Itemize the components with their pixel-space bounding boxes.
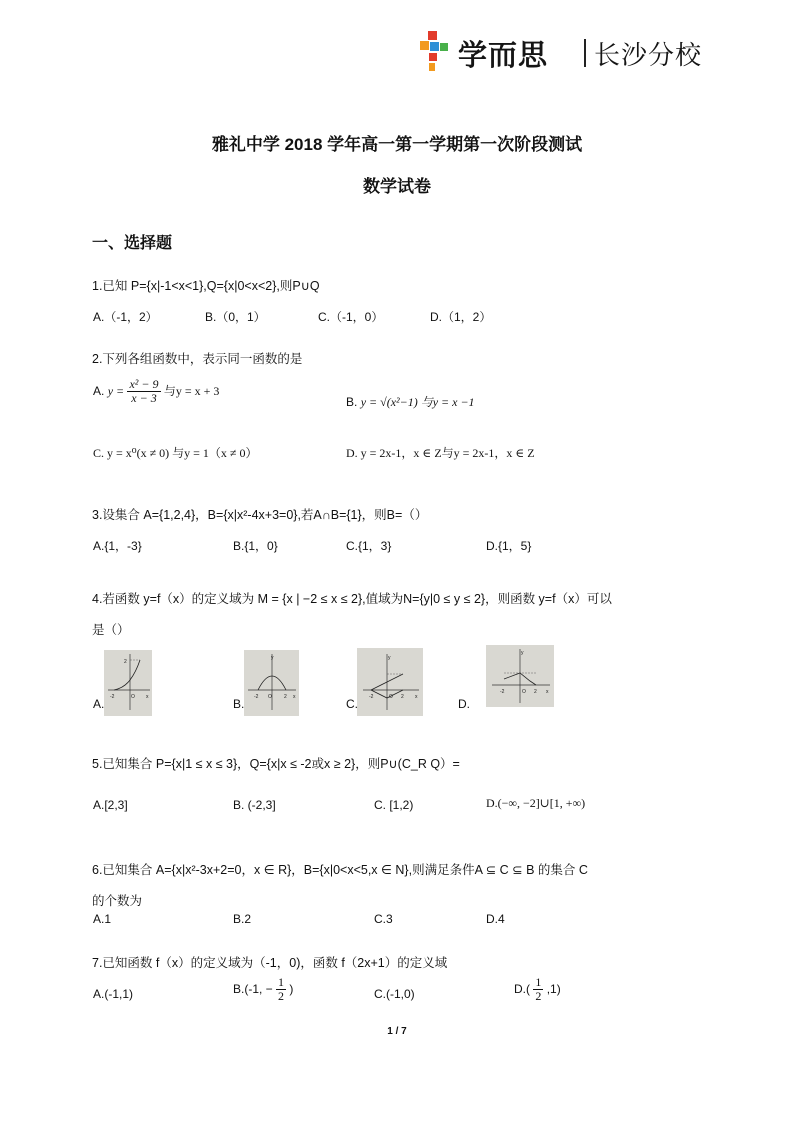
q7-option-b-numerator: 1 [278, 975, 285, 989]
q1-option-b: B.（0，1） [205, 310, 266, 324]
q7-option-b-suffix: ) [289, 981, 294, 996]
q5-option-c: C. [1,2) [374, 798, 414, 812]
question-6-stem: 6.已知集合 A={x|x²-3x+2=0，x ∈ R}，B={x|0<x<5,x ∈ N},则满足条件A ⊆ C ⊆ B 的集合 C [92, 863, 588, 877]
brand-logo [418, 31, 708, 77]
question-3-stem: 3.设集合 A={1,2,4}，B={x|x²-4x+3=0},若A∩B={1}，则B=（） [92, 508, 428, 522]
q7-option-d-prefix: D.( [514, 981, 530, 996]
question-1-stem: 1.已知 P={x|-1<x<1},Q={x|0<x<2},则P∪Q [92, 279, 320, 293]
q3-option-a: A.{1，-3} [93, 539, 142, 553]
q4-graph-c [357, 648, 423, 716]
svg-text:2: 2 [534, 689, 537, 695]
svg-text:-2: -2 [254, 694, 259, 700]
q3-option-b: B.{1，0} [233, 539, 278, 553]
q3-option-c: C.{1，3} [346, 539, 392, 553]
q6-option-a: A.1 [93, 912, 112, 926]
q4-option-b: B. [233, 697, 245, 711]
q2-option-a-label: A. [93, 383, 105, 398]
q3-option-d: D.{1，5} [486, 539, 532, 553]
q2-option-b [346, 393, 475, 410]
q7-option-d-denominator: 2 [535, 989, 542, 1004]
campus-name: 长沙分校 [594, 40, 703, 70]
svg-text:O: O [522, 689, 526, 695]
svg-text:-2: -2 [500, 689, 505, 695]
q1-option-d: D.（1，2） [430, 310, 492, 324]
svg-text:y: y [271, 655, 274, 661]
svg-text:-2: -2 [369, 694, 374, 700]
q7-option-b [233, 976, 293, 1003]
q6-option-b: B.2 [233, 912, 252, 926]
logo-divider [584, 39, 586, 67]
q7-option-d-fraction [533, 976, 543, 1003]
svg-text:y: y [388, 655, 391, 661]
brand-name: 学而思 [458, 40, 549, 72]
q4-graph-b [244, 650, 299, 716]
q6-option-c: C.3 [374, 912, 393, 926]
exam-title: 雅礼中学 2018 学年高一第一学期第一次阶段测试 [211, 135, 583, 154]
q2-option-a-tail: 与y = x + 3 [163, 383, 220, 398]
q7-option-b-fraction [276, 976, 286, 1003]
svg-text:x: x [415, 694, 418, 700]
svg-text:-2: -2 [110, 694, 115, 700]
question-5-stem: 5.已知集合 P={x|1 ≤ x ≤ 3}，Q={x|x ≤ -2或x ≥ 2}，则P∪(C_R Q）= [92, 757, 460, 771]
q7-option-b-prefix: B.(-1, − [233, 981, 273, 996]
q2-option-d: D. y = 2x-1，x ∈ Z与y = 2x-1，x ∈ Z [346, 446, 535, 460]
q6-option-d: D.4 [486, 912, 505, 926]
q5-option-d: D.(−∞, −2]∪[1, +∞) [486, 796, 586, 810]
page-number: 1 / 7 [387, 1026, 407, 1037]
svg-text:2: 2 [124, 659, 127, 665]
q7-option-b-denominator: 2 [278, 989, 285, 1004]
q2-option-b-label: B. [346, 395, 358, 409]
q2-option-a-y: y = [107, 383, 125, 398]
logo-mark-icon [418, 31, 454, 75]
svg-text:x: x [146, 694, 149, 700]
q2-option-a-fraction [127, 378, 160, 405]
exam-subtitle: 数学试卷 [363, 177, 431, 196]
q7-option-d-numerator: 1 [535, 975, 542, 989]
q2-option-c: C. y = x⁰(x ≠ 0) 与y = 1（x ≠ 0） [93, 446, 258, 460]
q2-option-a [93, 378, 219, 405]
svg-text:O: O [131, 694, 135, 700]
svg-text:y: y [521, 650, 524, 656]
question-4-stem: 4.若函数 y=f（x）的定义域为 M = {x | −2 ≤ x ≤ 2},值域为N={y|0 ≤ y ≤ 2}，则函数 y=f（x）可以 [92, 592, 612, 606]
q5-option-a: A.[2,3] [93, 798, 128, 812]
question-4-stem-cont: 是（） [92, 623, 130, 637]
q4-option-d: D. [458, 697, 470, 711]
q4-graph-d [486, 645, 554, 707]
q4-option-c: C. [346, 697, 358, 711]
svg-text:O: O [389, 694, 393, 700]
section-heading: 一、选择题 [92, 235, 173, 252]
question-2-stem: 2.下列各组函数中，表示同一函数的是 [92, 352, 303, 366]
q1-option-c: C.（-1，0） [318, 310, 384, 324]
svg-text:2: 2 [401, 694, 404, 700]
q2-option-a-numerator: x² − 9 [129, 377, 159, 391]
q7-option-a: A.(-1,1) [93, 987, 134, 1001]
q1-option-a: A.（-1，2） [93, 310, 158, 324]
q7-option-d [514, 976, 561, 1003]
q7-option-d-suffix: ,1) [546, 981, 561, 996]
svg-text:O: O [268, 694, 272, 700]
svg-text:x: x [293, 694, 296, 700]
q4-graph-a [104, 650, 152, 716]
svg-text:x: x [546, 689, 549, 695]
q4-option-a: A. [93, 697, 105, 711]
question-7-stem: 7.已知函数 f（x）的定义域为（-1，0)，函数 f（2x+1）的定义域 [92, 956, 448, 970]
q7-option-c: C.(-1,0) [374, 987, 415, 1001]
q5-option-b: B. (-2,3] [233, 798, 276, 812]
svg-text:2: 2 [284, 694, 287, 700]
q2-option-b-expr: y = √(x²−1) 与y = x −1 [360, 395, 475, 409]
q2-option-a-denominator: x − 3 [131, 391, 157, 406]
question-6-stem-cont: 的个数为 [92, 894, 143, 908]
